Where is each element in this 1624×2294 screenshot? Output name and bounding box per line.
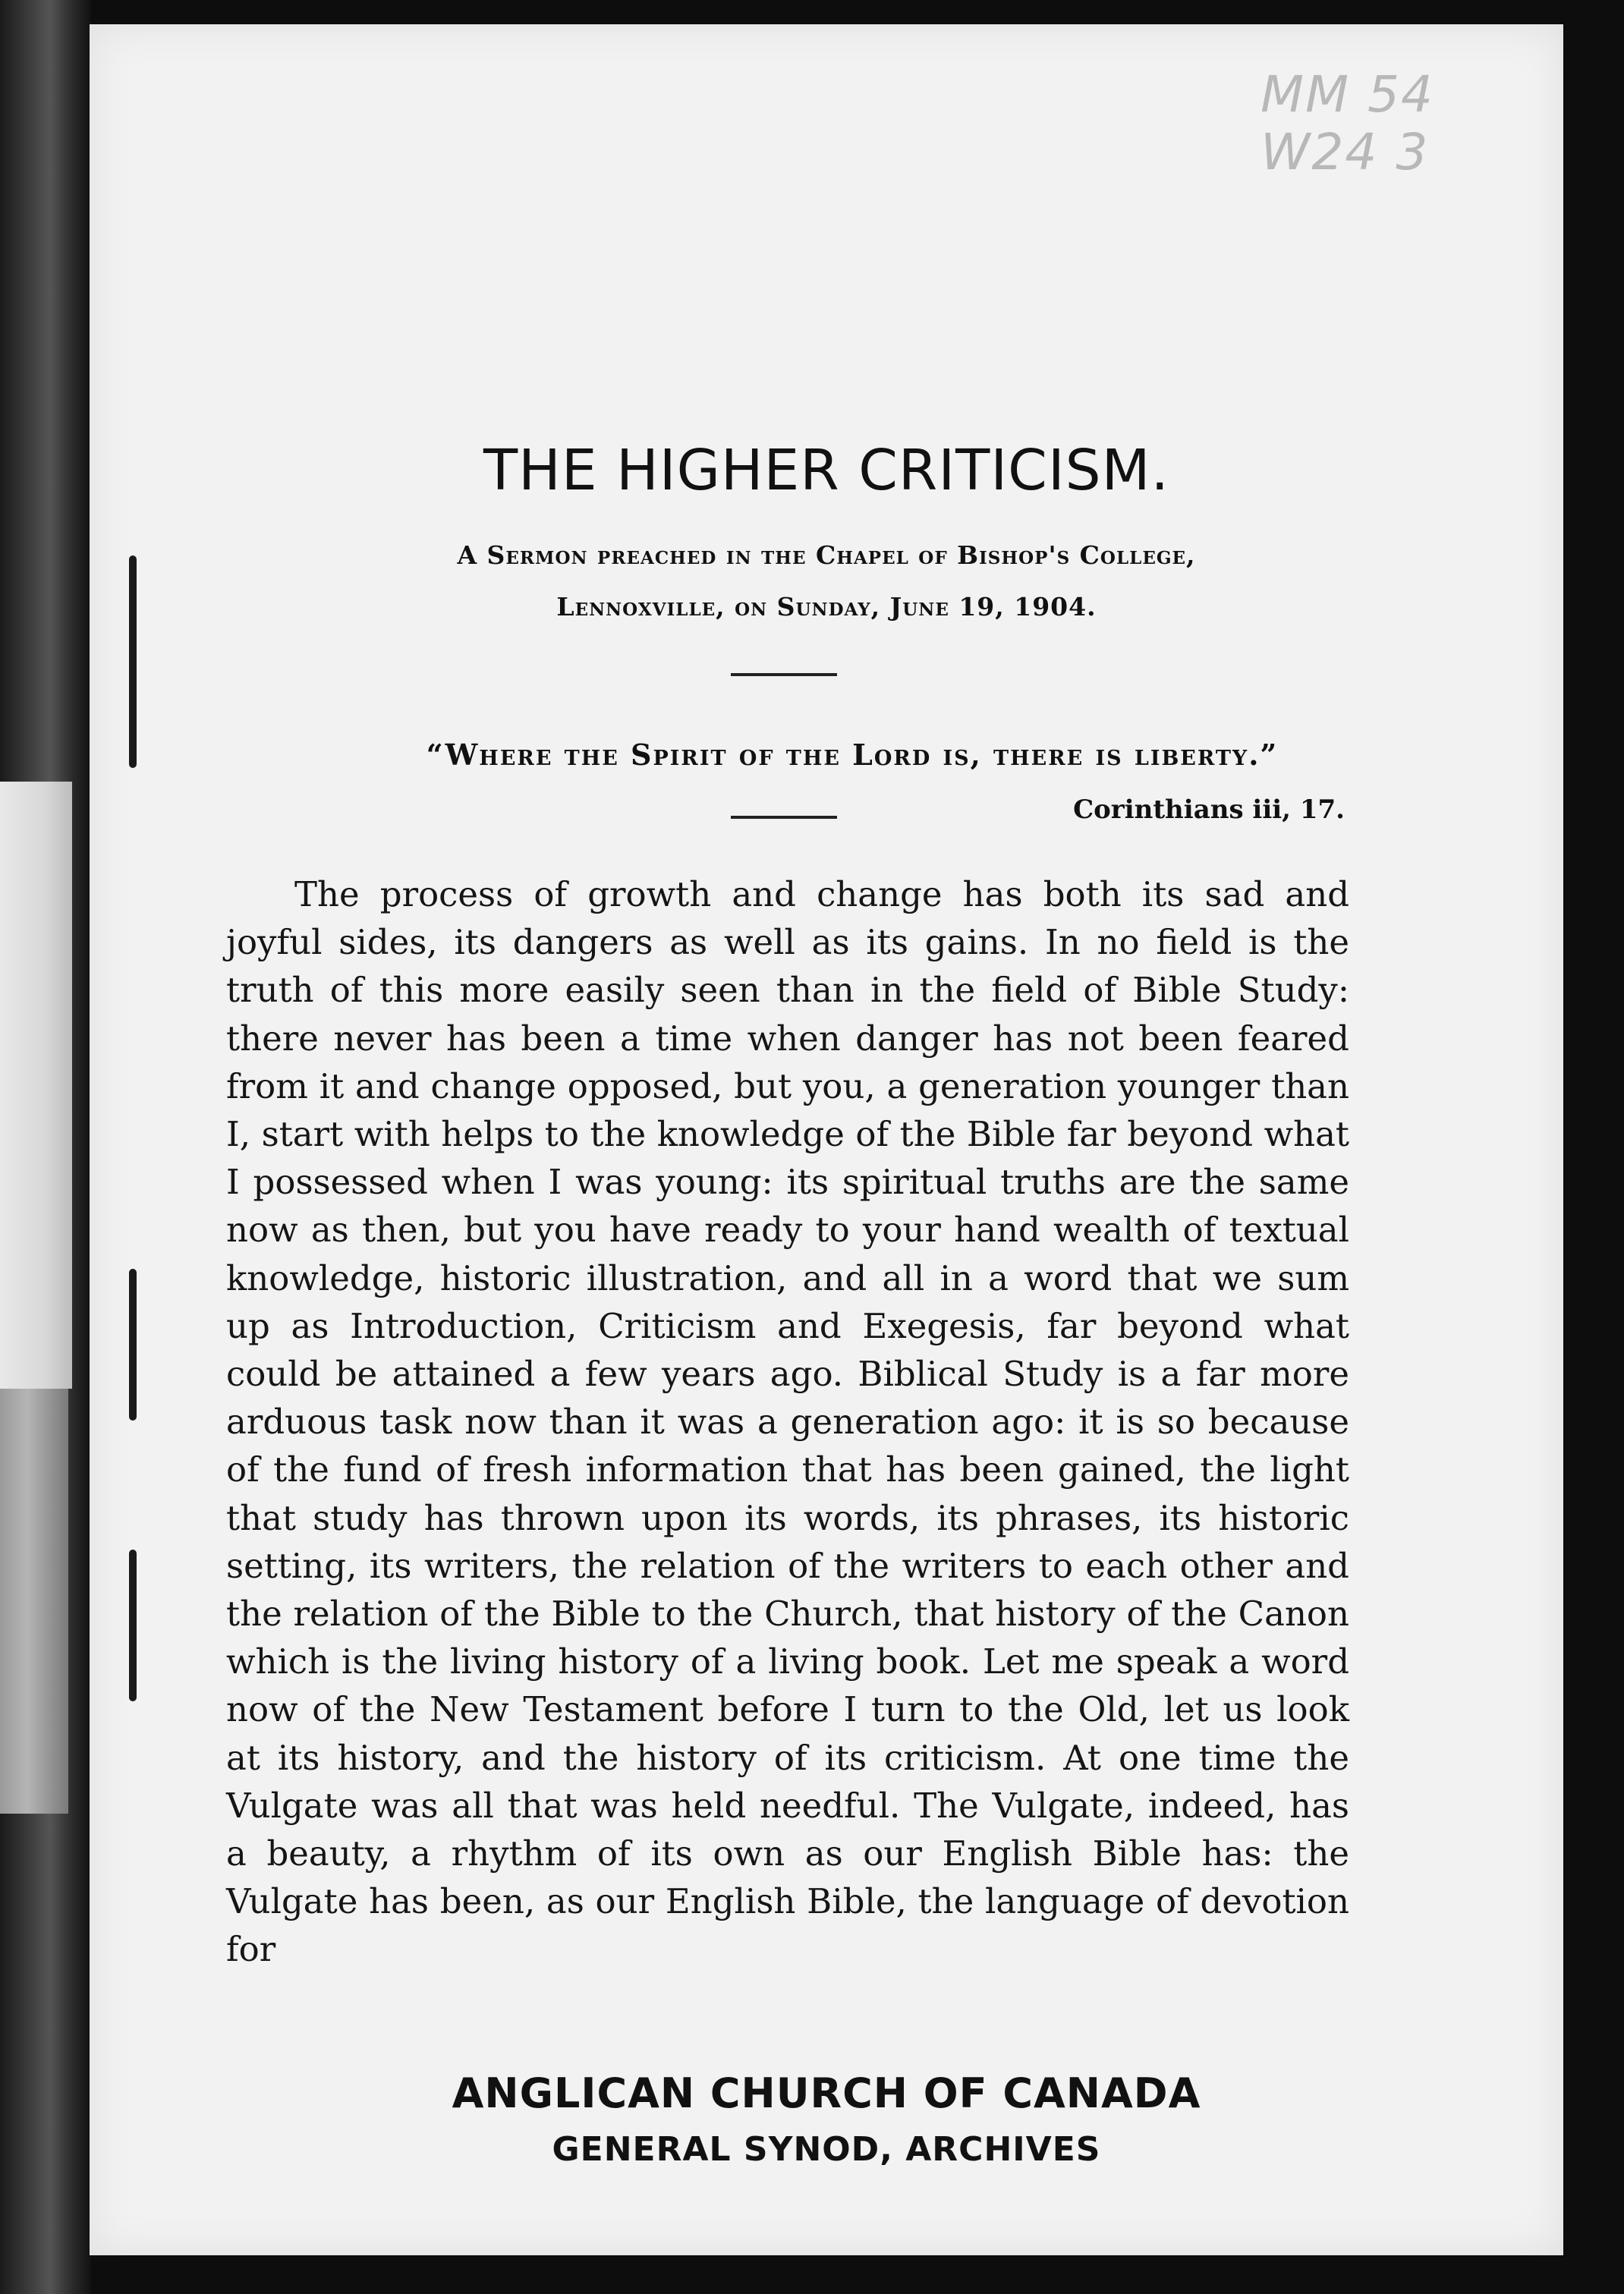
archive-pencil-code: [1260, 66, 1434, 181]
binding-stitch: [129, 1269, 137, 1421]
binding-light-band: [0, 782, 72, 1389]
document-subtitle-line: A Sermon preached in the Chapel of Bishop's College,: [457, 540, 1196, 570]
binding-stitch: [129, 1550, 137, 1701]
archive-code-line: MM 54: [1260, 65, 1434, 124]
document-page: [90, 24, 1563, 2255]
binding-mid-band: [0, 1389, 68, 1814]
divider-rule: [731, 816, 837, 819]
binding-stitch: [129, 555, 137, 768]
archive-code-line: W24 3: [1260, 122, 1430, 181]
document-subtitle-line: Lennoxville, on Sunday, June 19, 1904.: [556, 592, 1097, 621]
epigraph-reference: Corinthians iii, 17.: [1073, 795, 1345, 825]
archive-stamp-line: GENERAL SYNOD, ARCHIVES: [552, 2130, 1101, 2169]
sermon-body: [226, 870, 1349, 1974]
document-title: THE HIGHER CRITICISM.: [483, 438, 1170, 503]
book-binding: [0, 0, 91, 2294]
archive-stamp-line: ANGLICAN CHURCH OF CANADA: [452, 2069, 1201, 2117]
body-paragraph: The process of growth and change has both its sad and joyful sides, its dangers as well as its gains. In no field is the truth of this more easily seen than in the field of Bible Study: there never has been a time when danger has not been feared from it and change opposed, but you, a generation younger than I, start with helps to the knowledge of the Bible far beyond what I possessed when I was young: its spiritual truths are the same now as then, but you have ready to your hand wealth of textual knowledge, historic illustration, and all in a word that we sum up as Introduction, Criticism and Exegesis, far beyond what could be attained a few years ago. Biblical Study is a far more arduous task now than it was a generation ago: it is so because of the fund of fresh information that has been gained, the light that study has thrown upon its words, its phrases, its historic setting, its writers, the relation of the writers to each other and the relation of the Bible to the Church, that history of the Canon which is the living history of a living book. Let me speak a word now of the New Testament before I turn to the Old, let us look at its history, and the history of its criticism. At one time the Vulgate was all that was held needful. The Vulgate, indeed, has a beauty, a rhythm of its own as our English Bible has: the Vulgate has been, as our English Bible, the language of devotion for: [226, 874, 1349, 1970]
epigraph-quote: “Where the Spirit of the Lord is, there is liberty.”: [426, 738, 1279, 772]
divider-rule: [731, 673, 837, 676]
